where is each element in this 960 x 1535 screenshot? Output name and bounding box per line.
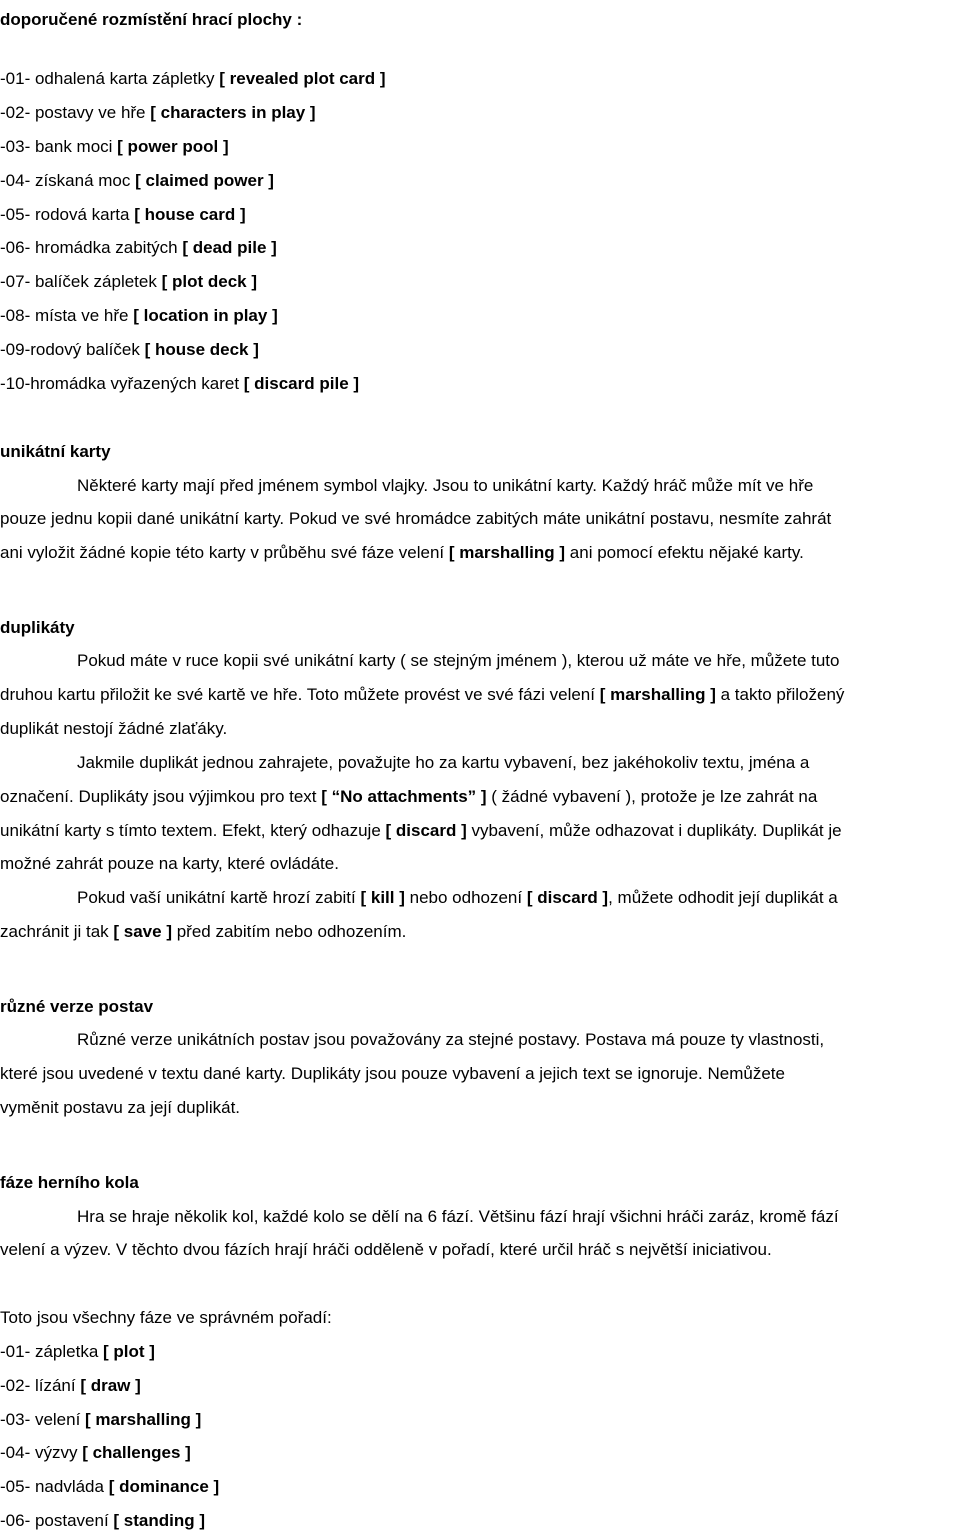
paragraph-line: velení a výzev. V těchto dvou fázích hrají hráči odděleně v pořadí, které určil hráč s největší iniciativou. — [0, 1240, 772, 1259]
item-term: [ marshalling ] — [85, 1410, 202, 1429]
list-item — [0, 1375, 141, 1397]
item-term: [ standing ] — [113, 1511, 206, 1530]
paragraph-line — [77, 887, 838, 909]
item-label: -04- získaná moc — [0, 171, 136, 190]
term-no-attachments: [ “No attachments” ] — [321, 787, 487, 806]
term-kill: [ kill ] — [360, 888, 405, 907]
text-run: zachránit ji tak — [0, 922, 114, 941]
item-label: -03- bank moci — [0, 137, 118, 156]
item-label: -02- lízání — [0, 1376, 81, 1395]
item-label: -09-rodový balíček — [0, 340, 145, 359]
document-title: doporučené rozmístění hrací plochy : — [0, 10, 303, 29]
list-item — [0, 170, 274, 192]
list-item — [0, 1341, 155, 1363]
section-heading-duplicates: duplikáty — [0, 618, 75, 637]
list-item — [0, 1476, 219, 1498]
term-marshalling: [ marshalling ] — [599, 685, 716, 704]
paragraph-line: duplikát nestojí žádné zlaťáky. — [0, 719, 228, 738]
list-item — [0, 68, 386, 90]
item-term: [ house deck ] — [144, 340, 259, 359]
paragraph-line — [0, 921, 406, 943]
item-term: [ dead pile ] — [182, 238, 277, 257]
item-term: [ location in play ] — [133, 306, 278, 325]
list-item — [0, 339, 259, 361]
phases-intro: Toto jsou všechny fáze ve správném pořadí: — [0, 1308, 332, 1327]
item-label: -06- postavení — [0, 1511, 114, 1530]
paragraph-line — [0, 542, 804, 564]
paragraph-line: Jakmile duplikát jednou zahrajete, považujte ho za kartu vybavení, bez jakéhokoliv textu, jména a — [77, 753, 810, 772]
item-label: -10-hromádka vyřazených karet — [0, 374, 244, 393]
paragraph-line: Hra se hraje několik kol, každé kolo se dělí na 6 fází. Většinu fází hrají všichni hráči zaráz, kromě fází — [77, 1207, 839, 1226]
item-label: -05- nadvláda — [0, 1477, 109, 1496]
text-run: nebo odhození — [404, 888, 527, 907]
paragraph-line: které jsou uvedené v textu dané karty. Duplikáty jsou pouze vybavení a jejich text se ignoruje. Nemůžete — [0, 1064, 785, 1083]
list-item — [0, 1510, 205, 1532]
item-label: -02- postavy ve hře — [0, 103, 151, 122]
item-label: -01- odhalená karta zápletky — [0, 69, 220, 88]
item-term: [ discard pile ] — [243, 374, 360, 393]
text-run: ani pomocí efektu nějaké karty. — [565, 543, 804, 562]
section-heading-versions: různé verze postav — [0, 997, 154, 1016]
text-run: unikátní karty s tímto textem. Efekt, který odhazuje — [0, 821, 386, 840]
text-run: druhou kartu přiložit ke své kartě ve hře. Toto můžete provést ve své fázi velení — [0, 685, 600, 704]
term-marshalling: [ marshalling ] — [448, 543, 566, 562]
item-term: [ dominance ] — [108, 1477, 220, 1496]
list-item — [0, 204, 246, 226]
item-term: [ characters in play ] — [150, 103, 316, 122]
paragraph-line: Různé verze unikátních postav jsou považovány za stejné postavy. Postava má pouze ty vlastnosti, — [77, 1030, 825, 1049]
item-label: -04- výzvy — [0, 1443, 83, 1462]
list-item — [0, 237, 277, 259]
paragraph-line — [0, 684, 844, 706]
list-item — [0, 136, 229, 158]
list-item — [0, 1442, 191, 1464]
text-run: Pokud vaší unikátní kartě hrozí zabití — [77, 888, 361, 907]
term-discard: [ discard ] — [385, 821, 467, 840]
term-save: [ save ] — [113, 922, 172, 941]
item-term: [ claimed power ] — [135, 171, 274, 190]
paragraph-line: možné zahrát pouze na karty, které ovládáte. — [0, 854, 339, 873]
paragraph-line — [0, 820, 842, 842]
section-heading-phases: fáze herního kola — [0, 1173, 139, 1192]
section-heading-unique: unikátní karty — [0, 442, 111, 461]
paragraph-line: Některé karty mají před jménem symbol vlajky. Jsou to unikátní karty. Každý hráč může mít ve hře — [77, 476, 814, 495]
item-term: [ house card ] — [134, 205, 246, 224]
text-run: a takto přiložený — [715, 685, 845, 704]
list-item — [0, 102, 316, 124]
item-term: [ revealed plot card ] — [219, 69, 386, 88]
item-term: [ challenges ] — [82, 1443, 191, 1462]
item-term: [ draw ] — [80, 1376, 141, 1395]
list-item — [0, 373, 359, 395]
text-run: označení. Duplikáty jsou výjimkou pro text — [0, 787, 322, 806]
text-run: ( žádné vybavení ), protože je lze zahrát na — [486, 787, 818, 806]
list-item — [0, 271, 257, 293]
item-label: -05- rodová karta — [0, 205, 135, 224]
item-label: -07- balíček zápletek — [0, 272, 162, 291]
text-run: , můžete odhodit její duplikát a — [608, 888, 838, 907]
list-item — [0, 305, 278, 327]
item-term: [ plot deck ] — [161, 272, 257, 291]
item-label: -08- místa ve hře — [0, 306, 134, 325]
item-label: -03- velení — [0, 1410, 86, 1429]
text-run: ani vyložit žádné kopie této karty v průběhu své fáze velení — [0, 543, 449, 562]
paragraph-line: Pokud máte v ruce kopii své unikátní karty ( se stejným jménem ), kterou už máte ve hře, můžete tuto — [77, 651, 840, 670]
item-term: [ plot ] — [103, 1342, 155, 1361]
text-run: před zabitím nebo odhozením. — [171, 922, 407, 941]
item-term: [ power pool ] — [117, 137, 229, 156]
list-item — [0, 1409, 201, 1431]
paragraph-line: pouze jednu kopii dané unikátní karty. Pokud ve své hromádce zabitých máte unikátní postavu, nesmíte zahrát — [0, 509, 832, 528]
term-discard: [ discard ] — [526, 888, 609, 907]
text-run: vybavení, může odhazovat i duplikáty. Duplikát je — [466, 821, 842, 840]
paragraph-line: vyměnit postavu za její duplikát. — [0, 1098, 241, 1117]
item-label: -01- zápletka — [0, 1342, 103, 1361]
paragraph-line — [0, 786, 817, 808]
item-label: -06- hromádka zabitých — [0, 238, 183, 257]
